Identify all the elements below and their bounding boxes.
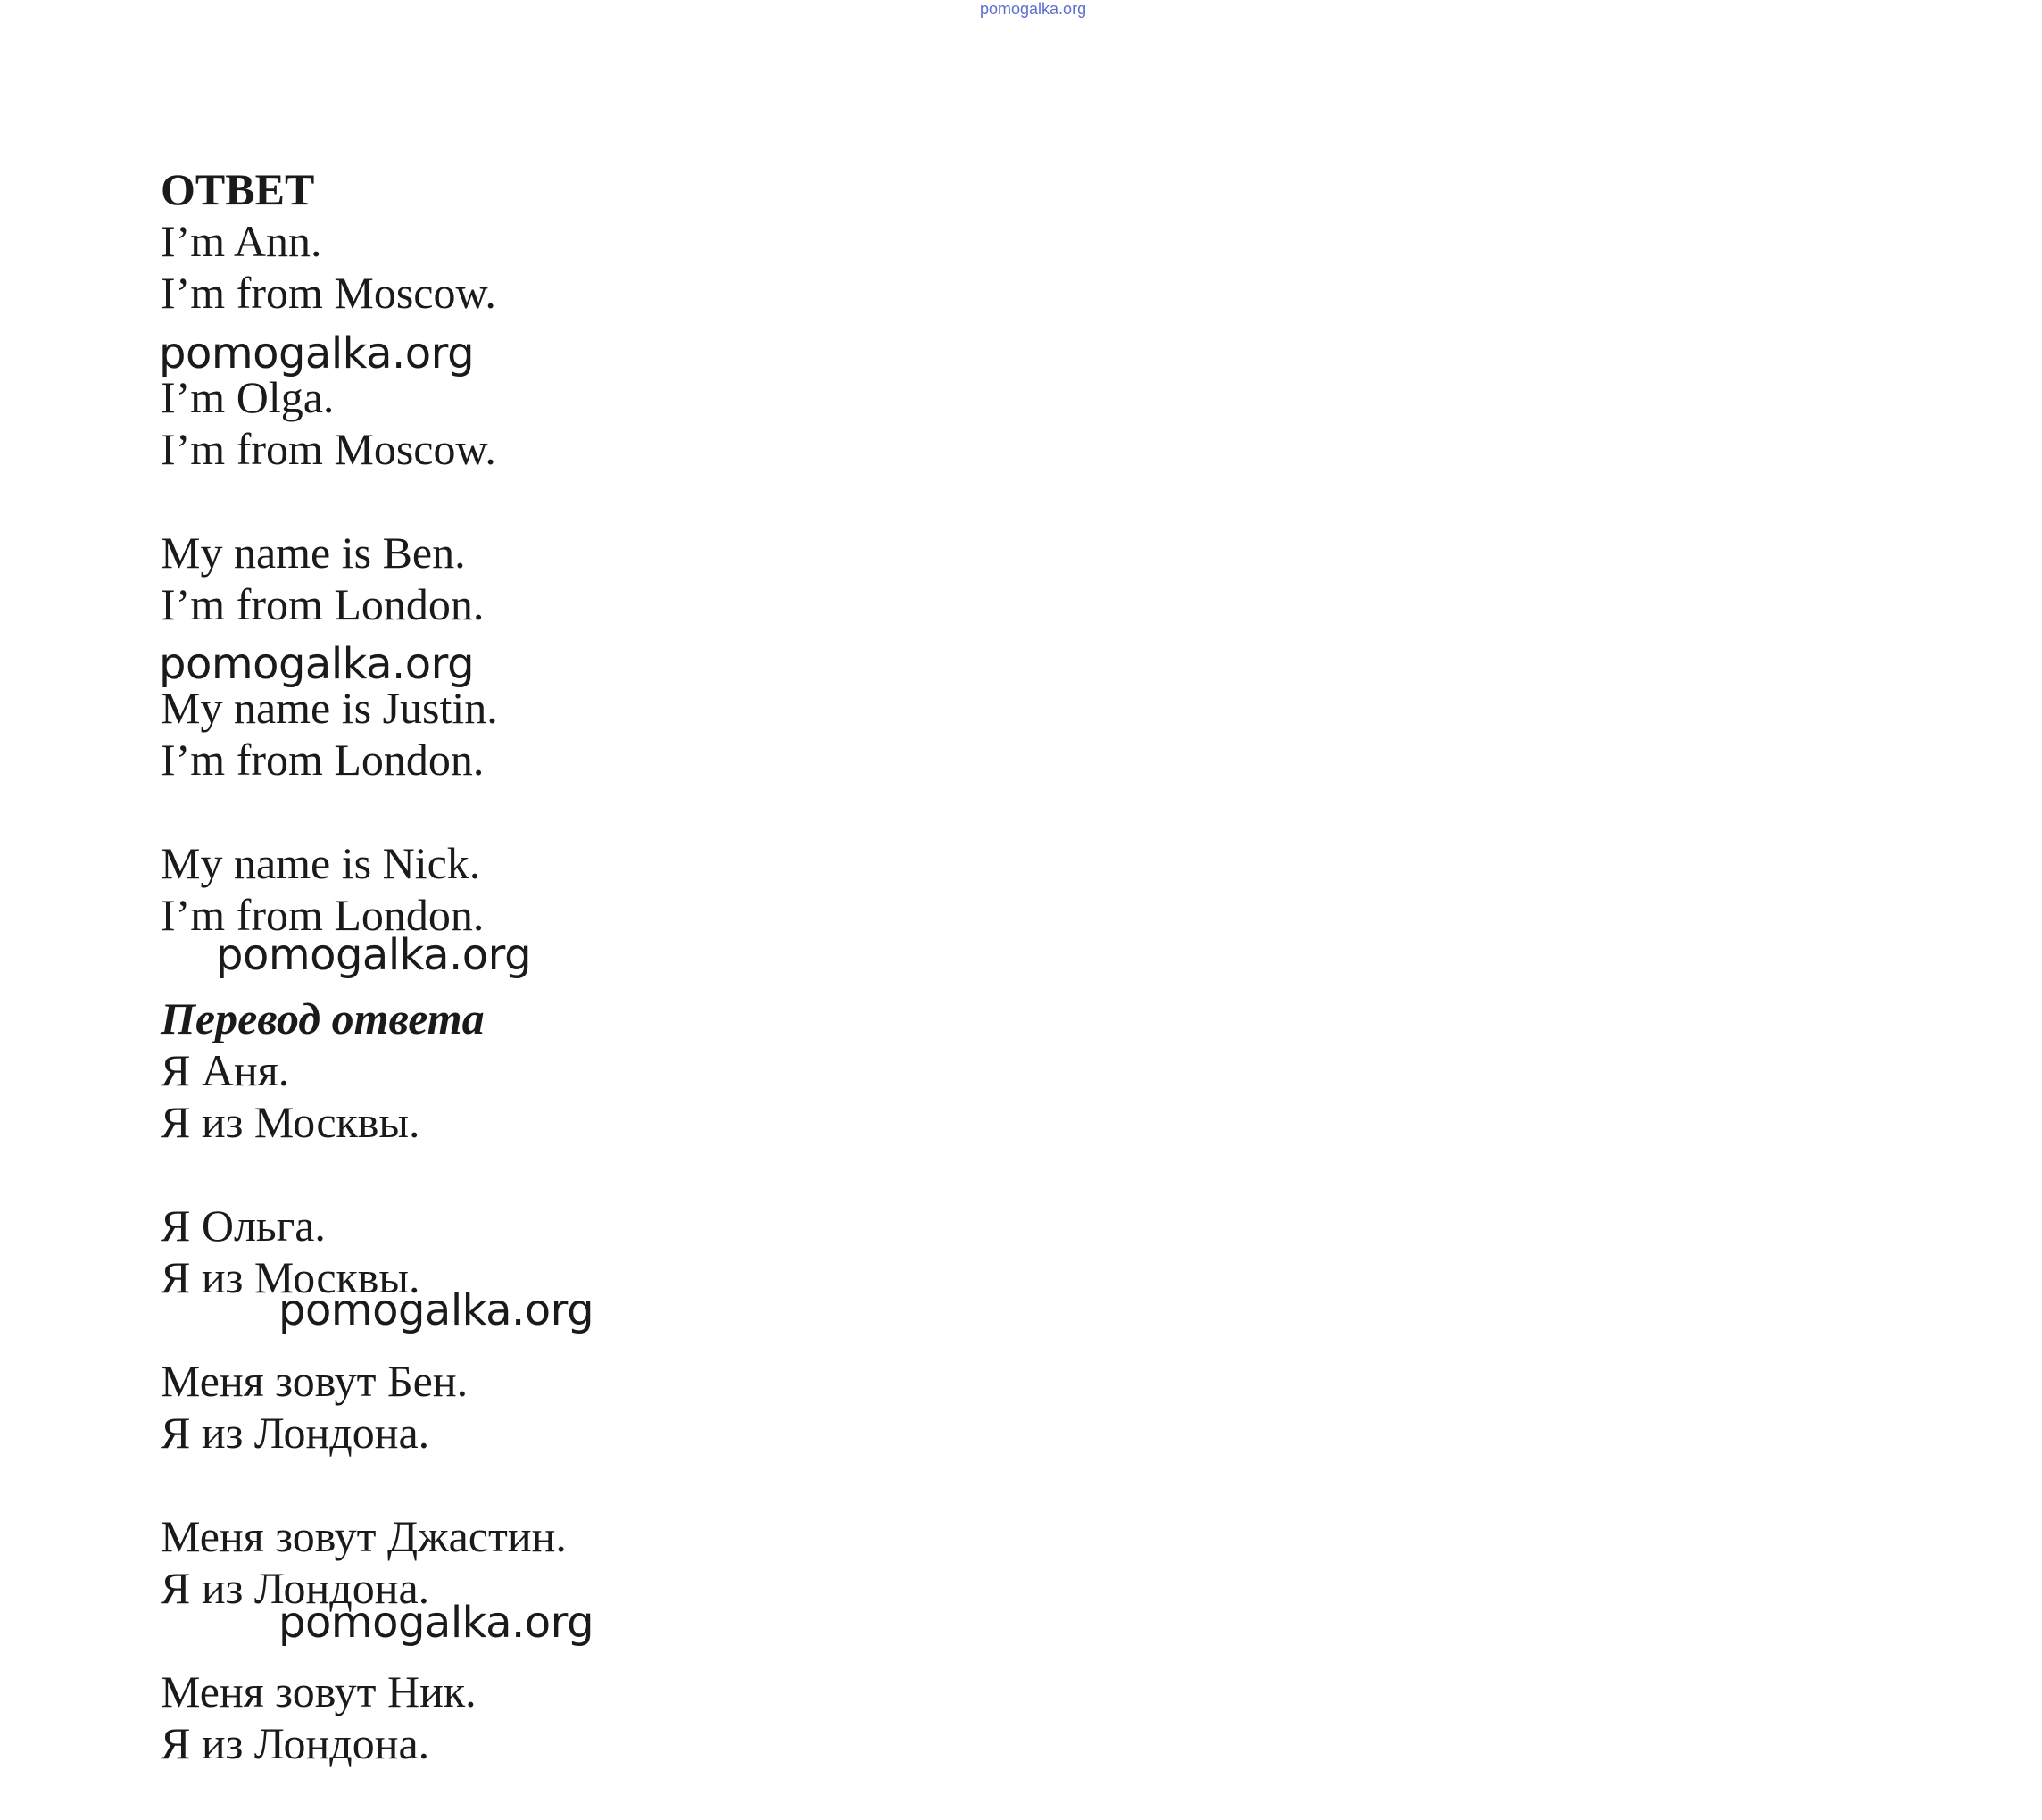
watermark-text: pomogalka.org bbox=[159, 328, 475, 378]
answer-line: I’m from Moscow. bbox=[161, 268, 496, 318]
translation-line: Я из Лондона. bbox=[161, 1718, 430, 1768]
answer-heading: ОТВЕТ bbox=[161, 164, 315, 214]
answer-line: I’m from London. bbox=[161, 890, 485, 940]
translation-line: Меня зовут Джастин. bbox=[161, 1511, 567, 1561]
answer-line: I’m from London. bbox=[161, 735, 485, 785]
answer-line: My name is Ben. bbox=[161, 528, 466, 578]
watermark-text: pomogalka.org bbox=[278, 1285, 594, 1335]
watermark-text: pomogalka.org bbox=[216, 930, 532, 980]
top-watermark: pomogalka.org bbox=[980, 0, 1087, 18]
translation-line: Я Аня. bbox=[161, 1045, 290, 1095]
translation-line: Я из Лондона. bbox=[161, 1408, 430, 1458]
watermark-text: pomogalka.org bbox=[278, 1598, 594, 1648]
translation-line: Я Ольга. bbox=[161, 1201, 326, 1251]
answer-line: I’m Olga. bbox=[161, 372, 335, 422]
answer-line: I’m from Moscow. bbox=[161, 424, 496, 474]
translation-line: Меня зовут Ник. bbox=[161, 1666, 477, 1716]
answer-line: I’m from London. bbox=[161, 579, 485, 629]
answer-line: I’m Ann. bbox=[161, 216, 322, 266]
translation-line: Я из Москвы. bbox=[161, 1097, 420, 1147]
answer-line: My name is Nick. bbox=[161, 838, 481, 888]
translation-line: Я из Лондона. bbox=[161, 1563, 430, 1613]
translation-heading: Перевод ответа bbox=[161, 993, 485, 1043]
answer-line: My name is Justin. bbox=[161, 683, 498, 733]
translation-line: Я из Москвы. bbox=[161, 1252, 420, 1302]
translation-line: Меня зовут Бен. bbox=[161, 1356, 469, 1406]
watermark-text: pomogalka.org bbox=[159, 639, 475, 689]
